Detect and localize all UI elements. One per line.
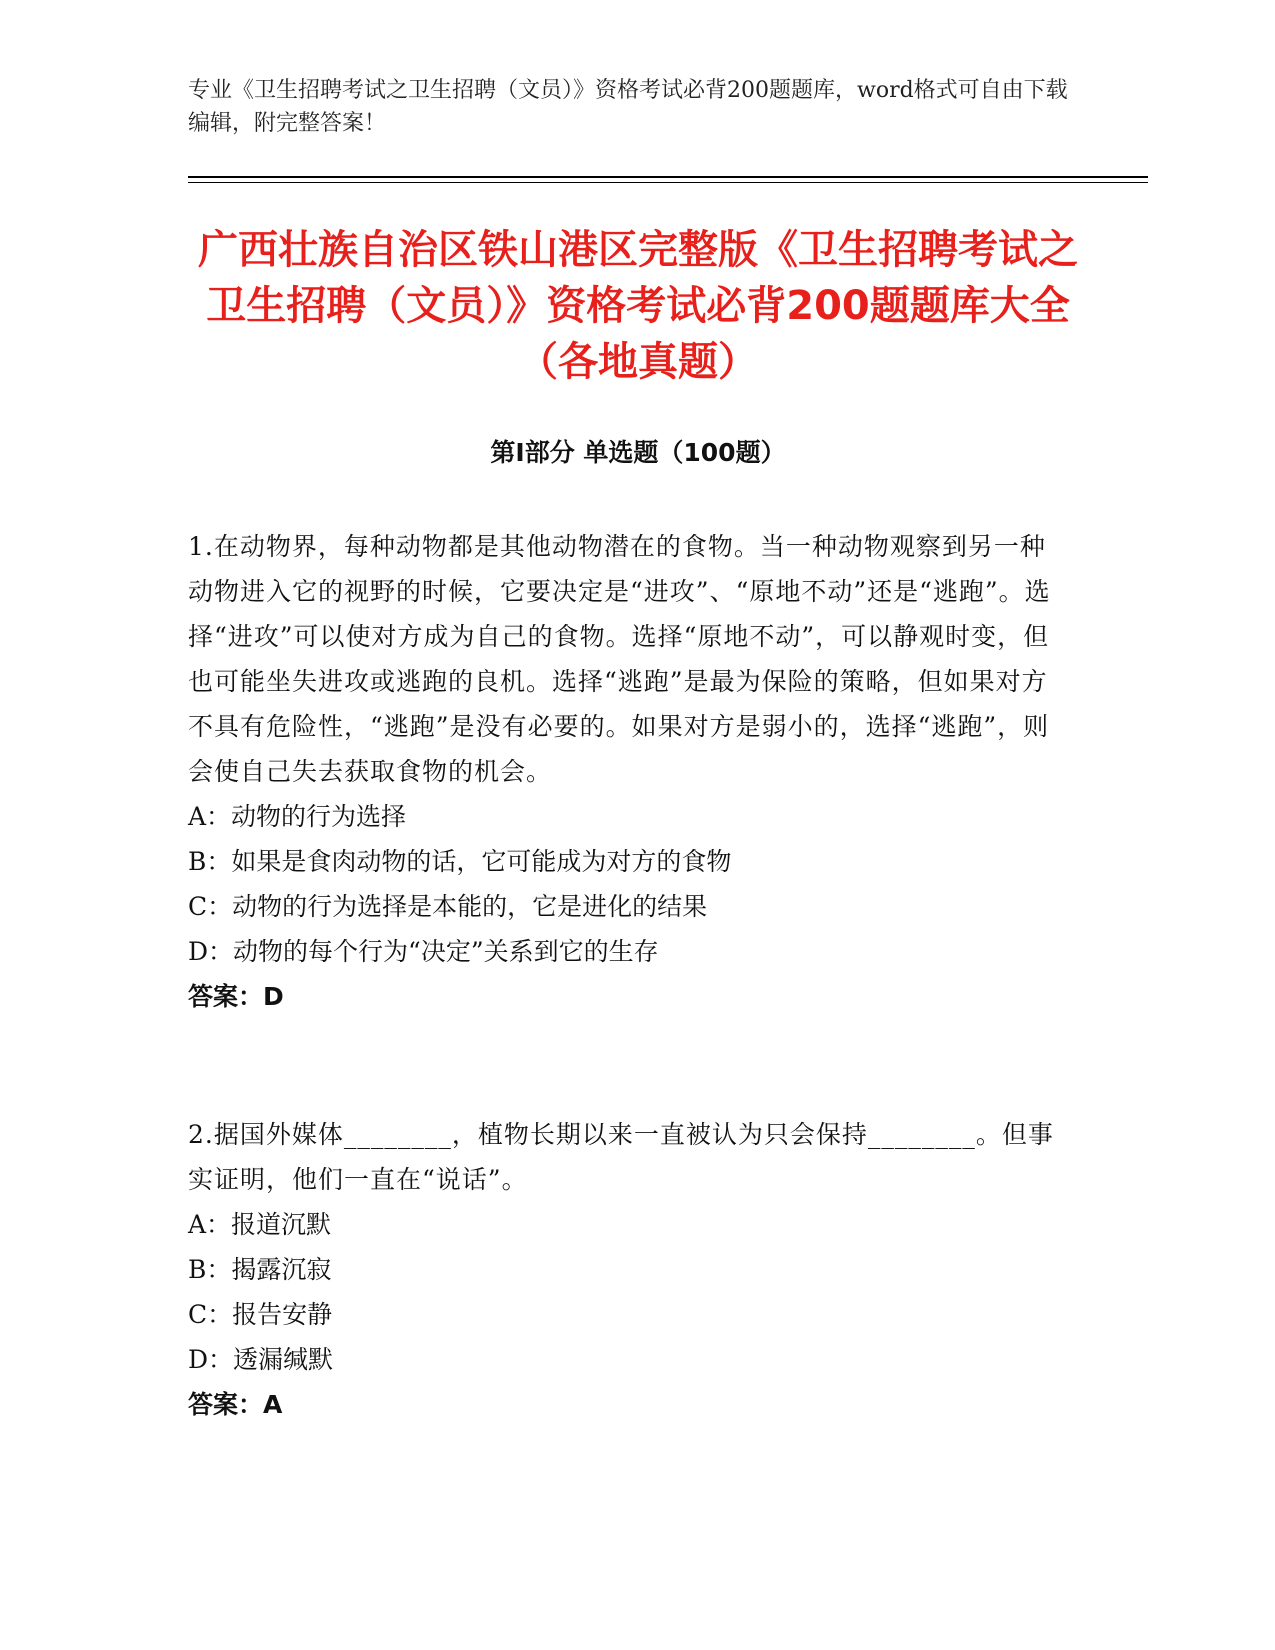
option-a: A：报道沉默 bbox=[188, 1210, 332, 1239]
option-d: D：透漏缄默 bbox=[188, 1345, 334, 1374]
section-title: 第Ⅰ部分 单选题（100题） bbox=[490, 438, 786, 467]
option-c: C：动物的行为选择是本能的，它是进化的结果 bbox=[188, 892, 708, 921]
option-c: C：报告安静 bbox=[188, 1300, 333, 1329]
header-rule-thick bbox=[188, 176, 1148, 178]
header-note: 专业《卫生招聘考试之卫生招聘（文员）》资格考试必背200题题库，word格式可自由下载编辑，附完整答案！ bbox=[188, 78, 1068, 136]
question-stem: 1.在动物界，每种动物都是其他动物潜在的食物。当一种动物观察到另一种动物进入它的视野的时候，它要决定是“进攻”、“原地不动”还是“逃跑”。选择“进攻”可以使对方成为自己的食物。选择“原地不动”，可以静观时变，但也可能坐失进攻或逃跑的良机。选择“逃跑”是最为保险的策略，但如果对方不具有危险性，“逃跑”是没有必要的。如果对方是弱小的，选择“逃跑”，则会使自己失去获取食物的机会。 bbox=[188, 532, 1051, 786]
document-title: 广西壮族自治区铁山港区完整版《卫生招聘考试之卫生招聘（文员）》资格考试必背200题题库大全（各地真题） bbox=[198, 227, 1078, 385]
question-1 bbox=[188, 524, 1068, 1019]
answer: 答案：A bbox=[188, 1390, 283, 1419]
answer: 答案：D bbox=[188, 982, 284, 1011]
option-a: A：动物的行为选择 bbox=[188, 802, 407, 831]
question-stem: 2.据国外媒体________，植物长期以来一直被认为只会保持________。但事实证明，他们一直在“说话”。 bbox=[188, 1120, 1054, 1194]
header-rule-thin bbox=[188, 182, 1148, 183]
option-b: B：揭露沉寂 bbox=[188, 1255, 332, 1284]
option-b: B：如果是食肉动物的话，它可能成为对方的食物 bbox=[188, 847, 732, 876]
question-2 bbox=[188, 1112, 1068, 1427]
option-d: D：动物的每个行为“决定”关系到它的生存 bbox=[188, 937, 659, 966]
